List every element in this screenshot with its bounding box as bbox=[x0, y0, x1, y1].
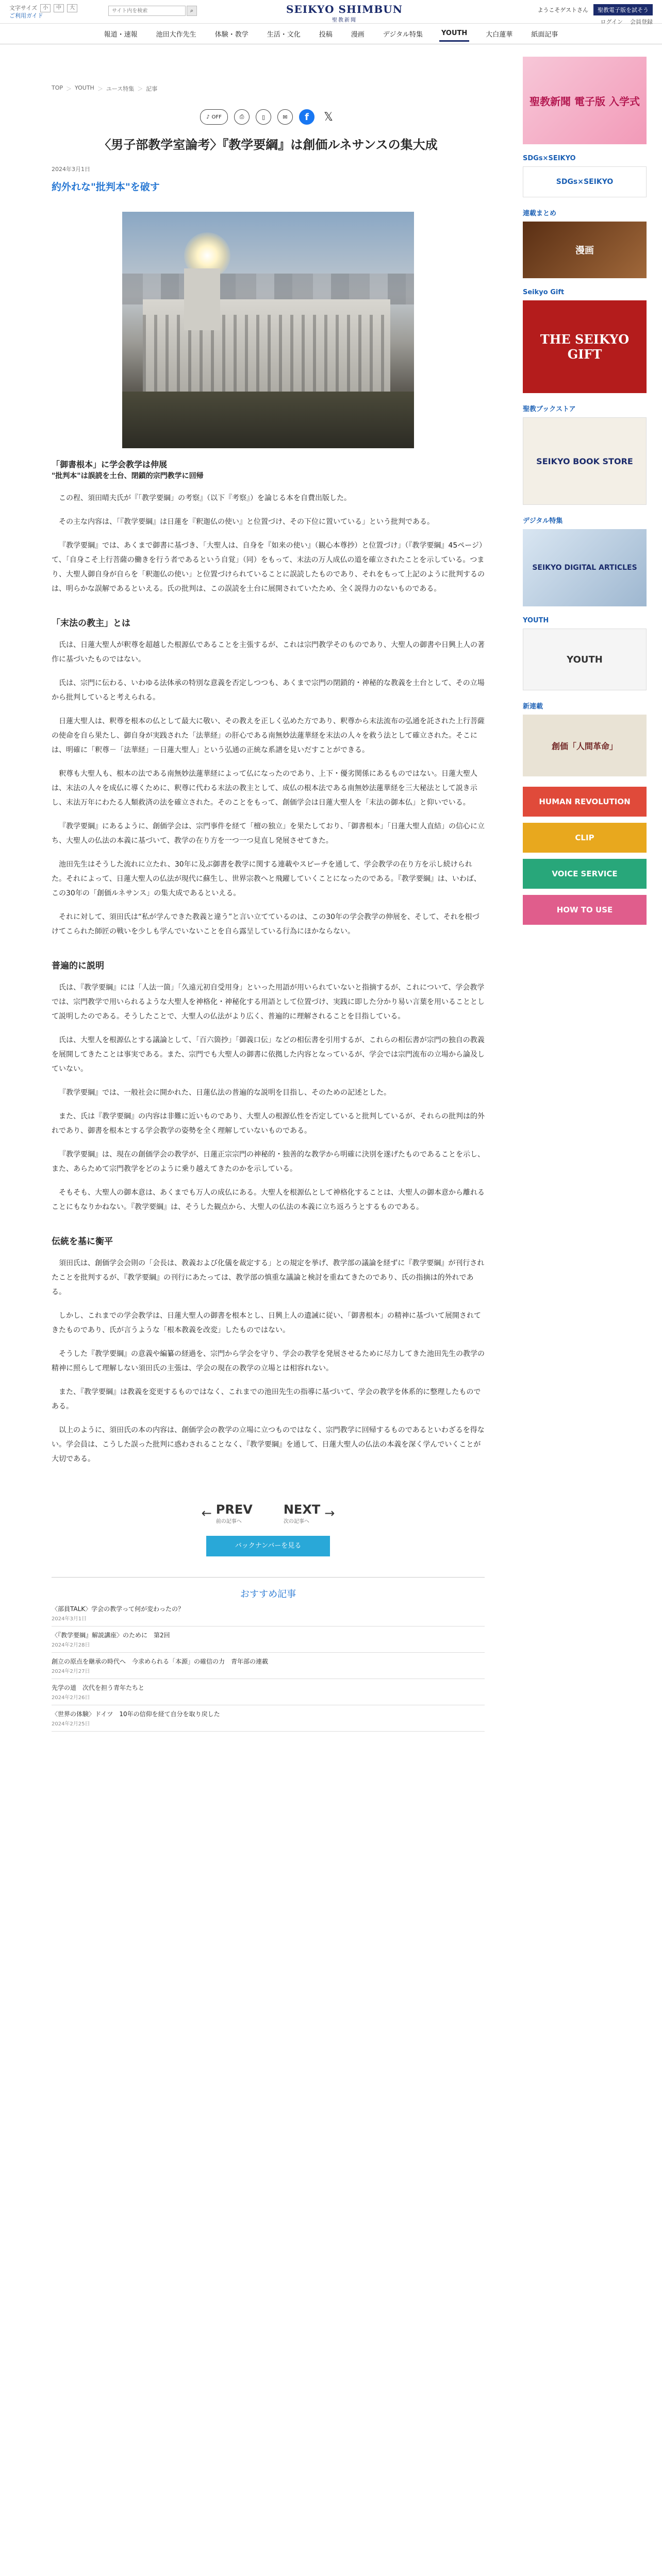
body-paragraph: 氏は、日蓮大聖人が釈尊を超越した根源仏であることを主張するが、これは宗門教学そのものであり、大聖人の御書や日興上人の著作に基づいたものではない。 bbox=[52, 640, 485, 664]
sdgs-banner[interactable]: SDGs×SEIKYO bbox=[523, 166, 647, 197]
body-paragraph: 『教学要綱』では、一般社会に開かれた、日蓮仏法の普遍的な説明を目指し、そのための記述とした。 bbox=[59, 1088, 391, 1097]
sidebar bbox=[523, 57, 647, 935]
gift-heading: Seikyo Gift bbox=[523, 289, 565, 296]
prev-label: PREV bbox=[216, 1502, 253, 1517]
header-left bbox=[9, 4, 77, 20]
recommended-item[interactable] bbox=[52, 1600, 485, 1626]
login-link[interactable]: ログイン bbox=[600, 19, 623, 25]
bookstore-banner[interactable]: SEIKYO BOOK STORE bbox=[523, 417, 647, 505]
article-title: 〈男子部教学室論考〉『教学要綱』は創価ルネサンスの集大成 bbox=[98, 137, 438, 152]
nav-item-news[interactable]: 報道・速報 bbox=[104, 31, 138, 39]
welcome-text: ようこそゲストさん bbox=[537, 7, 588, 13]
article-subtitle: 約外れな"批判本"を破す bbox=[52, 181, 160, 193]
body-paragraph: 日蓮大聖人は、釈尊を根本の仏として最大に敬い、その教えを正しく弘めた方であり、釈尊から末法流布の弘通を託された上行菩薩の使命を自ら果たし、御自身が実践された「法華経」の肝心である南無妙法蓮華経を末法の人々を救う法として確立された。そこには、明確に「釈尊－「法華経」－日蓮大聖人」という弘通の正統な系譜を見いだすことができる。 bbox=[52, 717, 485, 754]
font-size-label: 文字サイズ bbox=[9, 5, 38, 11]
nav-item-study[interactable]: 体験・教学 bbox=[214, 31, 249, 39]
intro-paragraph: その主な内容は、「『教学要綱』は日蓮を『釈迦仏の使い』と位置づけ、その下位に置いている」という批判である。 bbox=[59, 517, 434, 526]
section-heading: 普遍的に説明 bbox=[52, 960, 104, 971]
body-paragraph: また、氏は『教学要綱』の内容は非難に近いものであり、大聖人の根源仏性を否定していると批判しているが、それらの批判は的外れであり、御書を根本とする学会教学の姿勢を全く理解していないものである。 bbox=[52, 1112, 485, 1135]
nav-item-life[interactable]: 生活・文化 bbox=[267, 31, 301, 39]
search-icon[interactable]: ⌕ bbox=[187, 6, 197, 16]
prev-sub: 前の記事へ bbox=[216, 1518, 242, 1524]
trial-button[interactable]: 聖教電子版を試そう bbox=[593, 4, 653, 15]
article-pager bbox=[52, 1502, 485, 1524]
breadcrumb-top[interactable]: TOP bbox=[52, 84, 63, 91]
digital-banner[interactable]: SEIKYO DIGITAL ARTICLES bbox=[523, 529, 647, 606]
body-paragraph: そうした『教学要綱』の意義や編纂の経過を、宗門から学会を守り、学会の教学を発展させるために尽力してきた池田先生の教学の精神に照らして理解しない須田氏の主張は、学会の現在の教学の立場とは相容れない。 bbox=[52, 1349, 485, 1372]
manga-banner[interactable]: 漫画 bbox=[523, 222, 647, 278]
logo-sub: 聖教新聞 bbox=[332, 18, 357, 23]
font-size-medium-button[interactable]: 中 bbox=[54, 4, 64, 12]
nav-item-paper[interactable]: 紙面記事 bbox=[531, 31, 558, 39]
youth-banner[interactable]: YOUTH bbox=[523, 629, 647, 690]
main-nav bbox=[0, 24, 662, 44]
recommended-item[interactable] bbox=[52, 1653, 485, 1679]
print-icon[interactable]: ⎙ bbox=[234, 109, 250, 125]
body-paragraph: しかし、これまでの学会教学は、日蓮大聖人の御書を根本とし、日興上人の遺誡に従い、「御書根本」の精神に基づいて展開されてきたものであり、氏が言うような「根本教義を改変」したものではない。 bbox=[52, 1311, 481, 1334]
body-paragraph: 釈尊も大聖人も、根本の法である南無妙法蓮華経によって仏になったのであり、上下・優劣関係にあるものではない。日蓮大聖人は、末法の人々を成仏に導くために、釈尊に代わる末法の教主として、成仏の根本法である南無妙法蓮華経を三大秘法として説き示し、末法万年にわたる人類救済の法を確立された。そのことをもって、創価学会は日蓮大聖人を「末法の御本仏」と仰いでいる。 bbox=[52, 769, 477, 807]
intro-paragraph: この程、須田晴夫氏が『「教学要綱」の考察』（以下『考察』）を論じる本を自費出版した。 bbox=[59, 494, 351, 502]
logo-main: SEIKYO SHIMBUN bbox=[286, 3, 403, 15]
recommended-title: 創立の原点を継承の時代へ 今求められる「本源」の確信の力 青年部の連載 bbox=[52, 1657, 269, 1665]
lead-heading: 「御書根本」に学会教学は伸展 bbox=[52, 459, 168, 469]
register-link[interactable]: 会員登録 bbox=[630, 19, 653, 25]
digital-heading: デジタル特集 bbox=[523, 517, 563, 525]
recommended-section bbox=[52, 1577, 485, 1732]
breadcrumb: TOP ＞ YOUTH ＞ ユース特集 ＞ 記事 bbox=[52, 84, 158, 92]
body-paragraph: 須田氏は、創価学会会則の「会長は、教義および化儀を裁定する」との規定を挙げ、教学部の議論を経ずに『教学要綱』が刊行されたことを批判するが、『教学要綱』の刊行にあたっては、教学部の慎重な議論と検討を重ねてきたのであり、氏の指摘は的外れである。 bbox=[52, 1259, 485, 1296]
back-number-button[interactable]: バックナンバーを見る bbox=[206, 1536, 330, 1556]
body-paragraph: 『教学要綱』にあるように、創価学会は、宗門事件を経て「檀の独立」を果たしており、「御書根本」「日蓮大聖人直結」の信心に立ち、大聖人の仏法の本義に基づいて、教学の在り方を一つ一つ見直し発展させてきた。 bbox=[52, 822, 485, 845]
x-icon[interactable]: 𝕏 bbox=[324, 110, 333, 124]
bookstore-heading: 聖教ブックストア bbox=[523, 405, 576, 413]
top-header bbox=[0, 0, 662, 24]
body-paragraph: 以上のように、須田氏の本の内容は、創価学会の教学の立場に立つものではなく、宗門教学に回帰するものであるといわざるを得ない。学会員は、こうした誤った批判に惑わされることなく、『教学要綱』を通して、日蓮大聖人の仏法の本義を深く学んでいくことが大切である。 bbox=[52, 1426, 485, 1463]
nav-item-post[interactable]: 投稿 bbox=[319, 31, 333, 39]
manga-heading: 連載まとめ bbox=[523, 210, 557, 217]
prev-link[interactable] bbox=[202, 1502, 253, 1524]
breadcrumb-youth-feature[interactable]: ユース特集 bbox=[106, 86, 135, 92]
recommended-title: 〈部員TALK〉学会の教学って何が変わったの？ bbox=[52, 1605, 185, 1613]
article-tools bbox=[52, 109, 485, 125]
clip-banner[interactable]: CLIP bbox=[523, 823, 647, 853]
recommended-date: 2024年3月1日 bbox=[52, 1616, 87, 1622]
arrow-left-icon: ← bbox=[201, 1506, 212, 1521]
nav-item-digital[interactable]: デジタル特集 bbox=[383, 31, 423, 39]
building bbox=[143, 299, 390, 402]
section-heading: 伝統を基に衡平 bbox=[52, 1236, 113, 1247]
recommended-date: 2024年2月26日 bbox=[52, 1694, 90, 1701]
breadcrumb-youth[interactable]: YOUTH bbox=[75, 84, 94, 91]
recommended-date: 2024年2月28日 bbox=[52, 1642, 90, 1648]
ad-banner-top[interactable]: 聖教新聞 電子版 入学式 bbox=[523, 57, 647, 144]
section-heading: 「末法の教主」とは bbox=[52, 618, 130, 629]
bookmark-icon[interactable]: ▯ bbox=[256, 109, 271, 125]
arrow-right-icon: → bbox=[324, 1506, 335, 1521]
nav-item-youth[interactable]: YOUTH bbox=[439, 26, 469, 42]
recommended-date: 2024年2月27日 bbox=[52, 1668, 90, 1674]
nav-item-manga[interactable]: 漫画 bbox=[351, 31, 365, 39]
audio-toggle[interactable] bbox=[200, 109, 228, 125]
manga2-banner[interactable]: 創価「人間革命」 bbox=[523, 715, 647, 776]
facebook-icon[interactable]: f bbox=[299, 109, 315, 125]
body-paragraph: また、『教学要綱』は教義を変更するものではなく、これまでの池田先生の指導に基づいて、学会の教学を体系的に整理したものである。 bbox=[52, 1387, 481, 1411]
gift-banner[interactable]: THE SEIKYO GIFT bbox=[523, 300, 647, 393]
next-label: NEXT bbox=[283, 1502, 321, 1517]
recommended-item[interactable] bbox=[52, 1626, 485, 1653]
intro-paragraph: 『教学要綱』では、あくまで御書に基づき、「大聖人は、自身を『如来の使い』（観心本尊抄）と位置づけ」（『教学要綱』45ページ）て、「自身こそ上行菩薩の働きを行う者であるという自覚」（同）をもって、末法の万人成仏の道を確立されたことを示している。つまり、大聖人御自身が自らを「釈迦仏の使い」と位置づけられていることに誤読したものであり、それをもって上記のように批判するのは、明らかな誤解であるといえる。氏の批判は、この誤読を土台に展開されていたため、全く説得力のないものである。 bbox=[52, 541, 485, 593]
font-size-large-button[interactable]: 大 bbox=[67, 4, 77, 12]
search-input[interactable] bbox=[108, 6, 186, 16]
voice-service-banner[interactable]: VOICE SERVICE bbox=[523, 859, 647, 889]
recommended-title: 先学の道 次代を担う青年たちと bbox=[52, 1684, 145, 1691]
manga2-heading: 新連載 bbox=[523, 703, 543, 710]
how-to-use-banner[interactable]: HOW TO USE bbox=[523, 895, 647, 925]
recommended-date: 2024年2月25日 bbox=[52, 1721, 90, 1727]
youth-heading: YOUTH bbox=[523, 617, 549, 624]
body-paragraph: それに対して、須田氏は“私が学んできた教義と違う”と言い立てているのは、この30年の学会教学の伸展を、そして、それを根づけてこられた師匠の戦いを少しも学んでいないことを自ら露呈している行為にほかならない。 bbox=[52, 912, 479, 936]
lead-caption: "批判本"は誤読を土台、閉鎖的宗門教学に回帰 bbox=[52, 471, 204, 480]
main-content bbox=[52, 44, 485, 1732]
sdgs-heading: SDGs×SEIKYO bbox=[523, 155, 576, 162]
speaker-icon: ♪ bbox=[206, 114, 210, 120]
body-paragraph: 氏は、宗門に伝わる、いわゆる法体承の特別な意義を否定しつつも、あくまで宗門の閉鎖的・神秘的な教義を土台として、その立場から批判していると考えられる。 bbox=[52, 679, 485, 702]
recommended-item[interactable] bbox=[52, 1705, 485, 1732]
font-size-small-button[interactable]: 小 bbox=[40, 4, 51, 12]
nav-item-daibyakurenge[interactable]: 大白蓮華 bbox=[486, 31, 513, 39]
next-link[interactable] bbox=[284, 1502, 335, 1524]
site-logo[interactable] bbox=[286, 3, 403, 23]
body-paragraph: 『教学要綱』は、現在の創価学会の教学が、日蓮正宗宗門の神秘的・独善的な教学から明確に決別を遂げたものであることを示し、また、あらためて宗門教学をどのように乗り越えてきたのかを示している。 bbox=[52, 1150, 485, 1173]
nav-item-ikeda[interactable]: 池田大作先生 bbox=[156, 31, 196, 39]
mail-icon[interactable]: ✉ bbox=[277, 109, 293, 125]
recommended-title: 〈『教学要綱』解説講座〉のために 第2回 bbox=[52, 1631, 170, 1639]
guide-link[interactable]: ご利用ガイド bbox=[9, 12, 43, 19]
article-date: 2024年3月1日 bbox=[52, 165, 90, 173]
breadcrumb-current: 記事 bbox=[146, 86, 158, 92]
article-photo bbox=[122, 212, 414, 448]
body-paragraph: 池田先生はそうした流れに立たれ、30年に及ぶ御書を教学に関する連載やスピーチを通して、学会教学の在り方を示し続けられた。それによって、日蓮大聖人の仏法が現代に蘇生し、世界宗教へと飛躍していくことになったのである。『教学要綱』は、いわば、この30年の「創価ルネサンス」の集大成であるといえる。 bbox=[52, 860, 481, 897]
body-paragraph: 氏は、『教学要綱』には「人法一箇」「久遠元初自受用身」といった用語が用いられていないと指摘するが、これについて、学会教学では、宗門教学で用いられるような大聖人を神格化・神秘化する用語として位置づけ、実践に即した分かり易い言葉を用いることとして説明したのである。そうしたことで、大聖人の仏法がより広く、普遍的に理解されることを目指している。 bbox=[52, 983, 485, 1021]
recommended-heading: おすすめ記事 bbox=[52, 1577, 485, 1600]
body-paragraph: 氏は、大聖人を根源仏とする議論として、「百六箇抄」「御義口伝」などの相伝書を引用するが、これらの相伝書が宗門の独自の教義を展開してきたことは事実である。また、宗門でも大聖人の御書に依拠した内容となっているが、学会では宗門流布の立場から論及していない。 bbox=[52, 1036, 485, 1073]
human-revolution-banner[interactable]: HUMAN REVOLUTION bbox=[523, 787, 647, 817]
toggle-state: OFF bbox=[211, 114, 222, 120]
body-paragraph: そもそも、大聖人の御本意は、あくまでも万人の成仏にある。大聖人を根源仏として神格化することは、大聖人の御本意から離れることにもなりかねない。『教学要綱』は、そうした観点から、大聖人の仏法の本義に立ち返ろうとするものである。 bbox=[52, 1188, 485, 1211]
next-sub: 次の記事へ bbox=[283, 1518, 309, 1524]
recommended-title: 〈世界の体験〉ドイツ 10年の信仰を経て自分を取り戻した bbox=[52, 1710, 220, 1718]
header-right bbox=[537, 4, 653, 26]
recommended-item[interactable] bbox=[52, 1679, 485, 1705]
